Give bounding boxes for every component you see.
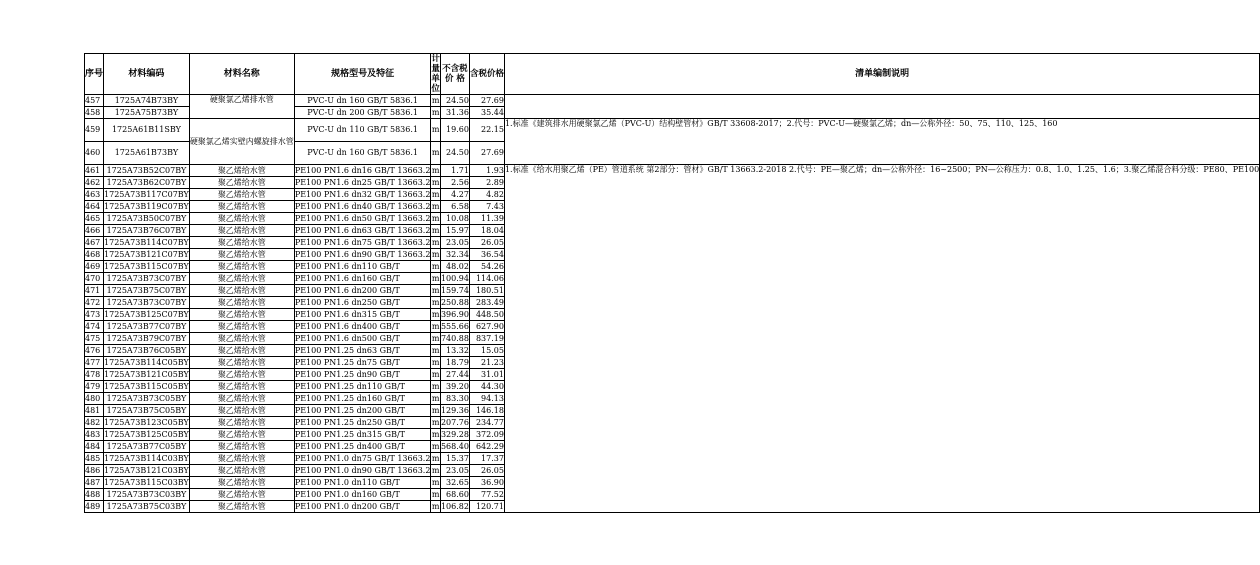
cell-spec: PE100 PN1.6 dn500 GB/T (294, 333, 431, 345)
cell-unit: m (431, 357, 440, 367)
cell-seq: 481 (85, 405, 104, 417)
cell-unit: m (431, 165, 440, 175)
cell-spec: PE100 PN1.6 dn400 GB/T (294, 321, 431, 333)
cell-price-in: 44.30 (469, 381, 504, 393)
cell-seq: 468 (85, 249, 104, 261)
cell-name: 聚乙烯给水管 (189, 429, 294, 441)
cell-price-in: 21.23 (469, 357, 504, 369)
cell-unit: m (431, 369, 440, 379)
cell-spec: PE100 PN1.25 dn315 GB/T (294, 429, 431, 441)
cell-price-in: 31.01 (469, 369, 504, 381)
cell-spec: PE100 PN1.25 dn250 GB/T (294, 417, 431, 429)
header-unit: 计量单位 (431, 54, 440, 94)
cell-price-ex: 329.28 (440, 429, 469, 439)
cell-name: 聚乙烯给水管 (189, 333, 294, 345)
cell-spec: PVC-U dn 110 GB/T 5836.1 (294, 119, 431, 142)
cell-code: 1725A74B73BY (104, 95, 190, 107)
cell-name: 聚乙烯给水管 (189, 405, 294, 417)
cell-seq: 479 (85, 381, 104, 393)
cell-price-in: 7.43 (469, 201, 504, 213)
cell-name: 聚乙烯给水管 (189, 309, 294, 321)
header-code: 材料编码 (104, 54, 190, 95)
cell-name: 聚乙烯给水管 (189, 369, 294, 381)
cell-code: 1725A73B114C03BY (104, 453, 189, 463)
cell-code: 1725A73B73C05BY (104, 393, 190, 405)
cell-spec: PE100 PN1.6 dn90 GB/T 13663.2 (294, 249, 431, 259)
cell-price-ex: 83.30 (440, 393, 469, 405)
cell-code: 1725A61B11SBY (104, 119, 190, 142)
cell-code: 1725A73B123C05BY (104, 417, 189, 427)
cell-spec: PE100 PN1.25 dn90 GB/T (294, 369, 431, 381)
cell-price-in: 94.13 (469, 393, 504, 405)
cell-unit: m (431, 249, 440, 259)
cell-price-in: 372.09 (469, 429, 504, 441)
cell-price-ex: 2.56 (440, 177, 469, 189)
header-seq: 序号 (85, 54, 104, 95)
cell-spec: PE100 PN1.6 dn25 GB/T 13663.2 (294, 177, 431, 187)
cell-code: 1725A73B77C07BY (104, 321, 190, 333)
cell-spec: PE100 PN1.6 dn315 GB/T (294, 309, 431, 321)
cell-price-in: 627.90 (469, 321, 504, 333)
cell-seq: 466 (85, 225, 104, 237)
cell-seq: 473 (85, 309, 104, 321)
cell-seq: 461 (85, 165, 104, 177)
cell-unit: m (431, 261, 440, 271)
cell-spec: PE100 PN1.6 dn63 GB/T 13663.2 (294, 225, 431, 235)
cell-spec: PE100 PN1.6 dn160 GB/T (294, 273, 431, 285)
header-name: 材料名称 (189, 54, 294, 95)
cell-price-ex: 15.97 (440, 225, 469, 237)
cell-code: 1725A73B73C07BY (104, 297, 190, 309)
cell-spec: PE100 PN1.25 dn63 GB/T (294, 345, 431, 357)
cell-seq: 462 (85, 177, 104, 189)
cell-spec: PVC-U dn 160 GB/T 5836.1 (294, 142, 431, 165)
cell-unit: m (431, 95, 440, 105)
cell-price-in: 448.50 (469, 309, 504, 321)
cell-unit: m (431, 345, 440, 355)
cell-code: 1725A73B125C05BY (104, 429, 189, 439)
cell-unit: m (431, 237, 440, 247)
cell-name: 聚乙烯给水管 (189, 249, 294, 261)
cell-seq: 483 (85, 429, 104, 441)
cell-name: 聚乙烯给水管 (189, 165, 294, 177)
cell-code: 1725A73B50C07BY (104, 213, 190, 225)
cell-seq: 480 (85, 393, 104, 405)
cell-price-in: 54.26 (469, 261, 504, 273)
cell-price-ex: 31.36 (440, 107, 469, 119)
cell-code: 1725A73B114C05BY (104, 357, 189, 367)
cell-note-empty (504, 95, 1259, 119)
cell-price-ex: 23.05 (440, 237, 469, 249)
cell-name: 聚乙烯给水管 (189, 417, 294, 429)
cell-price-in: 642.29 (469, 441, 504, 453)
header-note: 清单编制说明 (504, 54, 1259, 95)
cell-code: 1725A73B75C05BY (104, 405, 190, 417)
cell-spec: PE100 PN1.6 dn40 GB/T 13663.2 (294, 201, 431, 211)
cell-unit: m (431, 309, 440, 319)
cell-seq: 467 (85, 237, 104, 249)
cell-code: 1725A73B114C07BY (104, 237, 189, 247)
cell-seq: 472 (85, 297, 104, 309)
cell-spec: PE100 PN1.0 dn90 GB/T 13663.2 (294, 465, 431, 475)
cell-unit: m (431, 201, 440, 211)
cell-price-ex: 10.08 (440, 213, 469, 225)
cell-price-in: 22.15 (469, 119, 504, 142)
table-row (85, 165, 1260, 177)
cell-unit: m (431, 321, 440, 331)
table-row (85, 95, 1260, 107)
cell-price-in: 15.05 (469, 345, 504, 357)
cell-price-ex: 24.50 (440, 142, 469, 165)
cell-code: 1725A73B115C03BY (104, 477, 189, 487)
cell-price-ex: 100.94 (440, 273, 469, 283)
cell-price-ex: 555.66 (440, 321, 469, 331)
cell-name: 聚乙烯给水管 (189, 237, 294, 249)
cell-price-in: 11.39 (469, 213, 504, 225)
cell-unit: m (431, 429, 440, 439)
cell-seq: 487 (85, 477, 104, 489)
cell-price-in: 120.71 (469, 501, 504, 513)
cell-code: 1725A73B121C07BY (104, 249, 189, 259)
cell-price-in: 36.54 (469, 249, 504, 261)
cell-price-ex: 4.27 (440, 189, 469, 201)
header-spec: 规格型号及特征 (294, 54, 431, 95)
cell-code: 1725A73B73C03BY (104, 489, 190, 501)
cell-unit: m (431, 333, 440, 343)
cell-price-ex: 568.40 (440, 441, 469, 451)
cell-price-in: 837.19 (469, 333, 504, 345)
cell-code: 1725A73B79C07BY (104, 333, 190, 345)
cell-price-ex: 23.05 (440, 465, 469, 477)
cell-seq: 484 (85, 441, 104, 453)
cell-spec: PE100 PN1.25 dn200 GB/T (294, 405, 431, 417)
cell-code: 1725A73B75C07BY (104, 285, 190, 297)
cell-price-in: 77.52 (469, 489, 504, 501)
cell-price-ex: 68.60 (440, 489, 469, 501)
cell-name: 聚乙烯给水管 (189, 177, 294, 189)
cell-price-in: 2.89 (469, 177, 504, 189)
cell-price-ex: 159.74 (440, 285, 469, 295)
cell-unit: m (431, 501, 440, 511)
cell-price-ex: 39.20 (440, 381, 469, 393)
cell-code: 1725A73B52C07BY (104, 165, 190, 177)
cell-price-ex: 19.60 (440, 119, 469, 142)
cell-spec: PE100 PN1.6 dn250 GB/T (294, 297, 431, 309)
cell-unit: m (431, 453, 440, 463)
header-row (85, 54, 1260, 95)
cell-code: 1725A73B119C07BY (104, 201, 189, 211)
cell-price-in: 27.69 (469, 95, 504, 107)
cell-unit: m (431, 285, 440, 295)
cell-name: 聚乙烯给水管 (189, 201, 294, 213)
cell-spec: PE100 PN1.0 dn200 GB/T (294, 501, 431, 513)
cell-unit: m (431, 142, 441, 165)
cell-price-ex: 1.71 (440, 165, 469, 177)
cell-seq: 485 (85, 453, 104, 465)
cell-name: 聚乙烯给水管 (189, 225, 294, 237)
cell-code: 1725A61B73BY (104, 142, 190, 165)
cell-name: 聚乙烯给水管 (189, 273, 294, 285)
cell-spec: PE100 PN1.25 dn400 GB/T (294, 441, 431, 453)
cell-seq: 470 (85, 273, 104, 285)
cell-price-ex: 106.82 (440, 501, 469, 511)
cell-price-in: 18.04 (469, 225, 504, 237)
cell-price-in: 27.69 (469, 142, 504, 165)
price-table (84, 53, 1260, 513)
table-row (85, 119, 1260, 142)
cell-seq: 465 (85, 213, 104, 225)
cell-spec: PE100 PN1.6 dn200 GB/T (294, 285, 431, 297)
cell-name: 聚乙烯给水管 (189, 297, 294, 309)
note-pe: 1.标准《给水用聚乙烯（PE）管道系统 第2部分：管材》GB/T 13663.2-2018 2.代号：PE—聚乙烯；dn—公称外径：16~2500；PN—公称压力：0.8、1.0、1.25、1.6；3.聚乙烯混合料分级：PE80、PE100 (504, 165, 1259, 513)
cell-seq: 474 (85, 321, 104, 333)
cell-code: 1725A73B117C07BY (104, 189, 189, 199)
cell-spec: PE100 PN1.6 dn50 GB/T 13663.2 (294, 213, 431, 223)
note-pvc: 1.标准《建筑排水用硬聚氯乙烯（PVC-U）结构壁管材》GB/T 33608-2017；2.代号：PVC-U—硬聚氯乙烯；dn—公称外径：50、75、110、125、160 (504, 119, 1259, 165)
cell-spec: PE100 PN1.25 dn75 GB/T (294, 357, 431, 369)
cell-price-in: 4.82 (469, 189, 504, 201)
cell-price-ex: 24.50 (440, 95, 469, 107)
cell-price-in: 26.05 (469, 465, 504, 477)
cell-name: 硬聚氯乙烯排水管 (189, 95, 294, 119)
cell-price-ex: 207.76 (440, 417, 469, 427)
cell-spec: PE100 PN1.25 dn110 GB/T (294, 381, 431, 393)
cell-code: 1725A75B73BY (104, 107, 190, 119)
cell-price-ex: 129.36 (440, 405, 469, 415)
cell-price-ex: 18.79 (440, 357, 469, 369)
cell-unit: m (431, 381, 440, 391)
cell-name: 聚乙烯给水管 (189, 477, 294, 489)
cell-spec: PVC-U dn 200 GB/T 5836.1 (294, 107, 431, 119)
cell-price-in: 146.18 (469, 405, 504, 417)
cell-price-in: 283.49 (469, 297, 504, 309)
cell-price-in: 36.90 (469, 477, 504, 489)
cell-price-in: 17.37 (469, 453, 504, 465)
cell-unit: m (431, 273, 440, 283)
cell-unit: m (431, 441, 440, 451)
cell-seq: 475 (85, 333, 104, 345)
cell-seq: 458 (85, 107, 104, 119)
cell-unit: m (431, 107, 440, 117)
cell-unit: m (431, 213, 440, 223)
header-price-ex: 不含税价 格 (440, 54, 469, 95)
cell-spec: PE100 PN1.0 dn160 GB/T (294, 489, 431, 501)
cell-seq: 457 (85, 95, 104, 107)
cell-code: 1725A73B125C07BY (104, 309, 189, 319)
cell-code: 1725A73B76C07BY (104, 225, 190, 237)
cell-unit: m (431, 393, 440, 403)
cell-seq: 488 (85, 489, 104, 501)
cell-price-ex: 396.90 (440, 309, 469, 319)
cell-price-ex: 32.34 (440, 249, 469, 261)
cell-name: 聚乙烯给水管 (189, 345, 294, 357)
cell-code: 1725A73B76C05BY (104, 345, 190, 357)
cell-seq: 469 (85, 261, 104, 273)
cell-price-in: 1.93 (469, 165, 504, 177)
cell-name: 聚乙烯给水管 (189, 285, 294, 297)
cell-name: 聚乙烯给水管 (189, 501, 294, 513)
cell-seq: 477 (85, 357, 104, 369)
cell-spec: PE100 PN1.6 dn32 GB/T 13663.2 (294, 189, 431, 199)
cell-unit: m (431, 405, 440, 415)
cell-unit: m (431, 297, 440, 307)
cell-name: 聚乙烯给水管 (189, 465, 294, 477)
cell-unit: m (431, 119, 441, 142)
cell-seq: 482 (85, 417, 104, 429)
cell-seq: 463 (85, 189, 104, 201)
cell-price-ex: 13.32 (440, 345, 469, 357)
cell-price-ex: 250.88 (440, 297, 469, 307)
cell-seq: 486 (85, 465, 104, 477)
cell-name: 聚乙烯给水管 (189, 489, 294, 501)
cell-seq: 471 (85, 285, 104, 297)
cell-name: 聚乙烯给水管 (189, 453, 294, 465)
cell-name: 聚乙烯给水管 (189, 261, 294, 273)
cell-spec: PVC-U dn 160 GB/T 5836.1 (294, 95, 431, 107)
cell-price-ex: 32.65 (440, 477, 469, 489)
cell-price-in: 234.77 (469, 417, 504, 429)
cell-price-ex: 15.37 (440, 453, 469, 465)
cell-unit: m (431, 489, 440, 499)
cell-name: 聚乙烯给水管 (189, 441, 294, 453)
cell-price-in: 26.05 (469, 237, 504, 249)
cell-code: 1725A73B115C07BY (104, 261, 189, 271)
cell-spec: PE100 PN1.6 dn16 GB/T 13663.2 (294, 165, 431, 175)
cell-price-in: 35.44 (469, 107, 504, 119)
cell-code: 1725A73B62C07BY (104, 177, 190, 189)
cell-spec: PE100 PN1.6 dn75 GB/T 13663.2 (294, 237, 431, 247)
cell-unit: m (431, 477, 440, 487)
cell-name: 聚乙烯给水管 (189, 393, 294, 405)
cell-code: 1725A73B121C03BY (104, 465, 189, 475)
cell-name: 硬聚氯乙烯实壁内螺旋排水管 (189, 119, 294, 165)
cell-seq: 459 (85, 119, 104, 142)
cell-name: 聚乙烯给水管 (189, 213, 294, 225)
cell-spec: PE100 PN1.6 dn110 GB/T (294, 261, 431, 273)
cell-seq: 460 (85, 142, 104, 165)
cell-unit: m (431, 189, 440, 199)
cell-price-ex: 6.58 (440, 201, 469, 213)
cell-price-ex: 27.44 (440, 369, 469, 381)
cell-price-ex: 48.02 (440, 261, 469, 273)
cell-code: 1725A73B77C05BY (104, 441, 190, 453)
cell-spec: PE100 PN1.0 dn110 GB/T (294, 477, 431, 489)
cell-spec: PE100 PN1.0 dn75 GB/T 13663.2 (294, 453, 431, 463)
cell-code: 1725A73B73C07BY (104, 273, 190, 285)
cell-name: 聚乙烯给水管 (189, 357, 294, 369)
cell-code: 1725A73B121C05BY (104, 369, 189, 379)
cell-price-in: 180.51 (469, 285, 504, 297)
cell-unit: m (431, 225, 440, 235)
cell-unit: m (431, 417, 440, 427)
cell-code: 1725A73B115C05BY (104, 381, 189, 391)
cell-seq: 464 (85, 201, 104, 213)
cell-spec: PE100 PN1.25 dn160 GB/T (294, 393, 431, 405)
header-price-in: 含税价格 (469, 54, 504, 95)
cell-unit: m (431, 177, 440, 187)
cell-name: 聚乙烯给水管 (189, 321, 294, 333)
cell-name: 聚乙烯给水管 (189, 189, 294, 201)
cell-seq: 489 (85, 501, 104, 513)
cell-seq: 478 (85, 369, 104, 381)
cell-name: 聚乙烯给水管 (189, 381, 294, 393)
cell-unit: m (431, 465, 440, 475)
cell-price-ex: 740.88 (440, 333, 469, 343)
cell-price-in: 114.06 (469, 273, 504, 285)
cell-code: 1725A73B75C03BY (104, 501, 190, 513)
cell-seq: 476 (85, 345, 104, 357)
